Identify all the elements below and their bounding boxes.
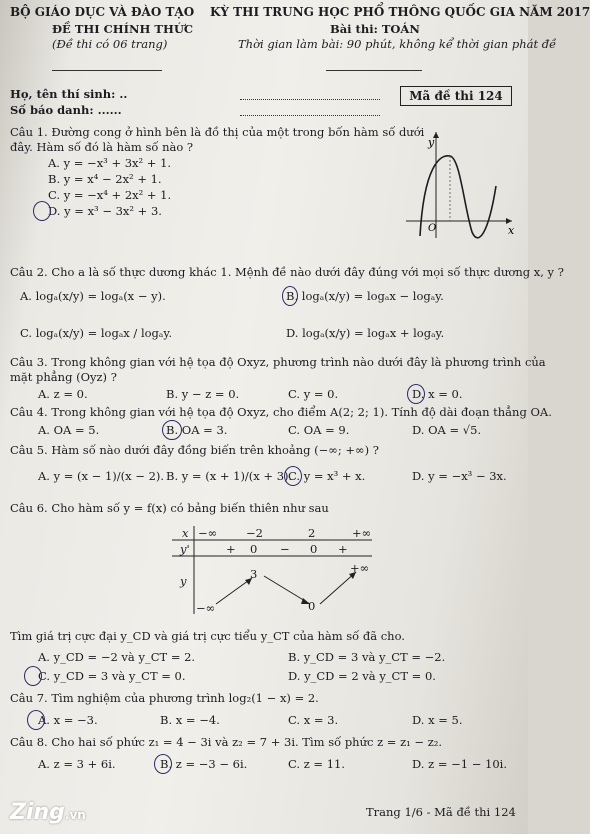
subject-label: Bài thi: TOÁN (330, 22, 420, 36)
page-footer: Trang 1/6 - Mã đề thi 124 (366, 805, 516, 819)
q5-option-d: D. y = −x³ − 3x. (412, 469, 507, 483)
q8-option-d: D. z = −1 − 10i. (412, 757, 507, 771)
vt-x-val-2: −2 (246, 526, 263, 540)
zing-logo: Zing.vn (10, 800, 86, 825)
vt-deriv-4: 0 (310, 542, 318, 556)
page-count: (Đề thi có 06 trang) (52, 37, 168, 51)
q5-option-a: A. y = (x − 1)/(x − 2). (38, 469, 165, 483)
name-dotline (240, 99, 380, 100)
q7-option-c: C. x = 3. (288, 713, 339, 727)
q4-option-d: D. OA = √5. (412, 423, 482, 437)
vt-y-bottom-left: −∞ (196, 601, 216, 615)
time-note: Thời gian làm bài: 90 phút, không kể thời gian phát đề (238, 37, 557, 51)
q1-text-2: đây. Hàm số đó là hàm số nào ? (10, 140, 194, 154)
q8-option-b: B. z = −3 − 6i. (160, 757, 248, 771)
q1-graph (400, 126, 518, 242)
q4-option-c: C. OA = 9. (288, 423, 350, 437)
q5-text: Câu 5. Hàm số nào dưới đây đồng biến trên khoảng (−∞; +∞) ? (10, 443, 379, 457)
q6-text: Câu 6. Cho hàm số y = f(x) có bảng biến thiên như sau (10, 501, 329, 515)
vt-y-label: y (180, 574, 187, 588)
q6-option-b: B. y_CD = 3 và y_CT = −2. (288, 650, 446, 664)
q8-option-a: A. z = 3 + 6i. (38, 757, 116, 771)
number-dotline (240, 115, 380, 116)
q4-option-a: A. OA = 5. (38, 423, 100, 437)
vt-y-max: 3 (250, 567, 258, 581)
vt-x-val-3: 2 (308, 526, 316, 540)
q2-option-b: B. logₐ(x/y) = logₐx − logₐy. (286, 289, 444, 303)
q6-option-c: C. y_CD = 3 và y_CT = 0. (38, 669, 186, 683)
exam-code-box: Mã đề thi 124 (400, 86, 512, 106)
q3-text-2: mặt phẳng (Oyz) ? (10, 370, 117, 384)
q2-text: Câu 2. Cho a là số thực dương khác 1. Mệnh đề nào dưới đây đúng với mọi số thực dương x, y ? (10, 265, 564, 279)
q2-option-c: C. logₐ(x/y) = logₐx / logₐy. (20, 326, 172, 340)
q6-option-d: D. y_CD = 2 và y_CT = 0. (288, 669, 436, 683)
q3-option-c: C. y = 0. (288, 387, 339, 401)
q5-option-c: C. y = x³ + x. (288, 469, 366, 483)
q4-option-b: B. OA = 3. (166, 423, 228, 437)
vt-deriv-3: − (280, 542, 290, 556)
q3-option-b: B. y − z = 0. (166, 387, 240, 401)
official-label: ĐỀ THI CHÍNH THỨC (52, 22, 194, 36)
q2-option-a: A. logₐ(x/y) = logₐ(x − y). (20, 289, 166, 303)
q2-answer-mark (282, 286, 298, 306)
q7-option-d: D. x = 5. (412, 713, 463, 727)
q6-option-a: A. y_CD = −2 và y_CT = 2. (38, 650, 196, 664)
q2-option-d: D. logₐ(x/y) = logₐx + logₐy. (286, 326, 445, 340)
q7-text: Câu 7. Tìm nghiệm của phương trình log₂(1 − x) = 2. (10, 691, 319, 705)
q1-text-1: Câu 1. Đường cong ở hình bên là đồ thị của một trong bốn hàm số dưới (10, 125, 425, 139)
candidate-name-label: Họ, tên thí sinh: .. (10, 87, 128, 101)
q5-answer-mark (284, 466, 302, 486)
vt-x-val-1: −∞ (198, 526, 218, 540)
vt-y-top-right: +∞ (350, 561, 370, 575)
q1-answer-mark (33, 201, 51, 221)
q6-answer-mark (24, 666, 42, 686)
q8-option-c: C. z = 11. (288, 757, 345, 771)
graph-x-label: x (508, 224, 515, 237)
vt-deriv-label: y' (180, 542, 190, 556)
vt-x-label: x (182, 526, 189, 540)
q5-option-b: B. y = (x + 1)/(x + 3). (166, 469, 293, 483)
vt-deriv-5: + (338, 542, 348, 556)
graph-origin-label: O (428, 223, 437, 234)
q4-answer-mark (162, 420, 182, 440)
q3-option-d: D. x = 0. (412, 387, 463, 401)
q7-option-b: B. x = −4. (160, 713, 220, 727)
ministry-title: BỘ GIÁO DỤC VÀ ĐÀO TẠO (10, 5, 195, 19)
vt-x-val-4: +∞ (352, 526, 372, 540)
exam-title: KỲ THI TRUNG HỌC PHỔ THÔNG QUỐC GIA NĂM 2017 (210, 5, 590, 19)
q7-option-a: A. x = −3. (38, 713, 98, 727)
q8-text: Câu 8. Cho hai số phức z₁ = 4 − 3i và z₂ = 7 + 3i. Tìm số phức z = z₁ − z₂. (10, 735, 443, 749)
q3-text-1: Câu 3. Trong không gian với hệ tọa độ Oxyz, phương trình nào dưới đây là phương trình của (10, 355, 546, 369)
candidate-number-label: Số báo danh: ...... (10, 103, 122, 117)
graph-y-label: y (428, 136, 435, 149)
q1-option-b: B. y = x⁴ − 2x² + 1. (48, 172, 162, 186)
header-rule-right (326, 70, 422, 71)
vt-y-min: 0 (308, 599, 316, 613)
q3-answer-mark (407, 384, 425, 404)
q4-text: Câu 4. Trong không gian với hệ tọa độ Oxyz, cho điểm A(2; 2; 1). Tính độ dài đoạn thẳng OA. (10, 405, 552, 419)
vt-deriv-2: 0 (250, 542, 258, 556)
q1-option-c: C. y = −x⁴ + 2x² + 1. (48, 188, 172, 202)
header-rule-left (52, 70, 162, 71)
q6-text-2: Tìm giá trị cực đại y_CD và giá trị cực tiểu y_CT của hàm số đã cho. (10, 629, 405, 643)
q1-option-a: A. y = −x³ + 3x² + 1. (48, 156, 172, 170)
q1-option-d: D. y = x³ − 3x² + 3. (48, 204, 162, 218)
vt-deriv-1: + (226, 542, 236, 556)
q8-answer-mark (154, 754, 172, 774)
q3-option-a: A. z = 0. (38, 387, 88, 401)
q7-answer-mark (27, 710, 45, 730)
